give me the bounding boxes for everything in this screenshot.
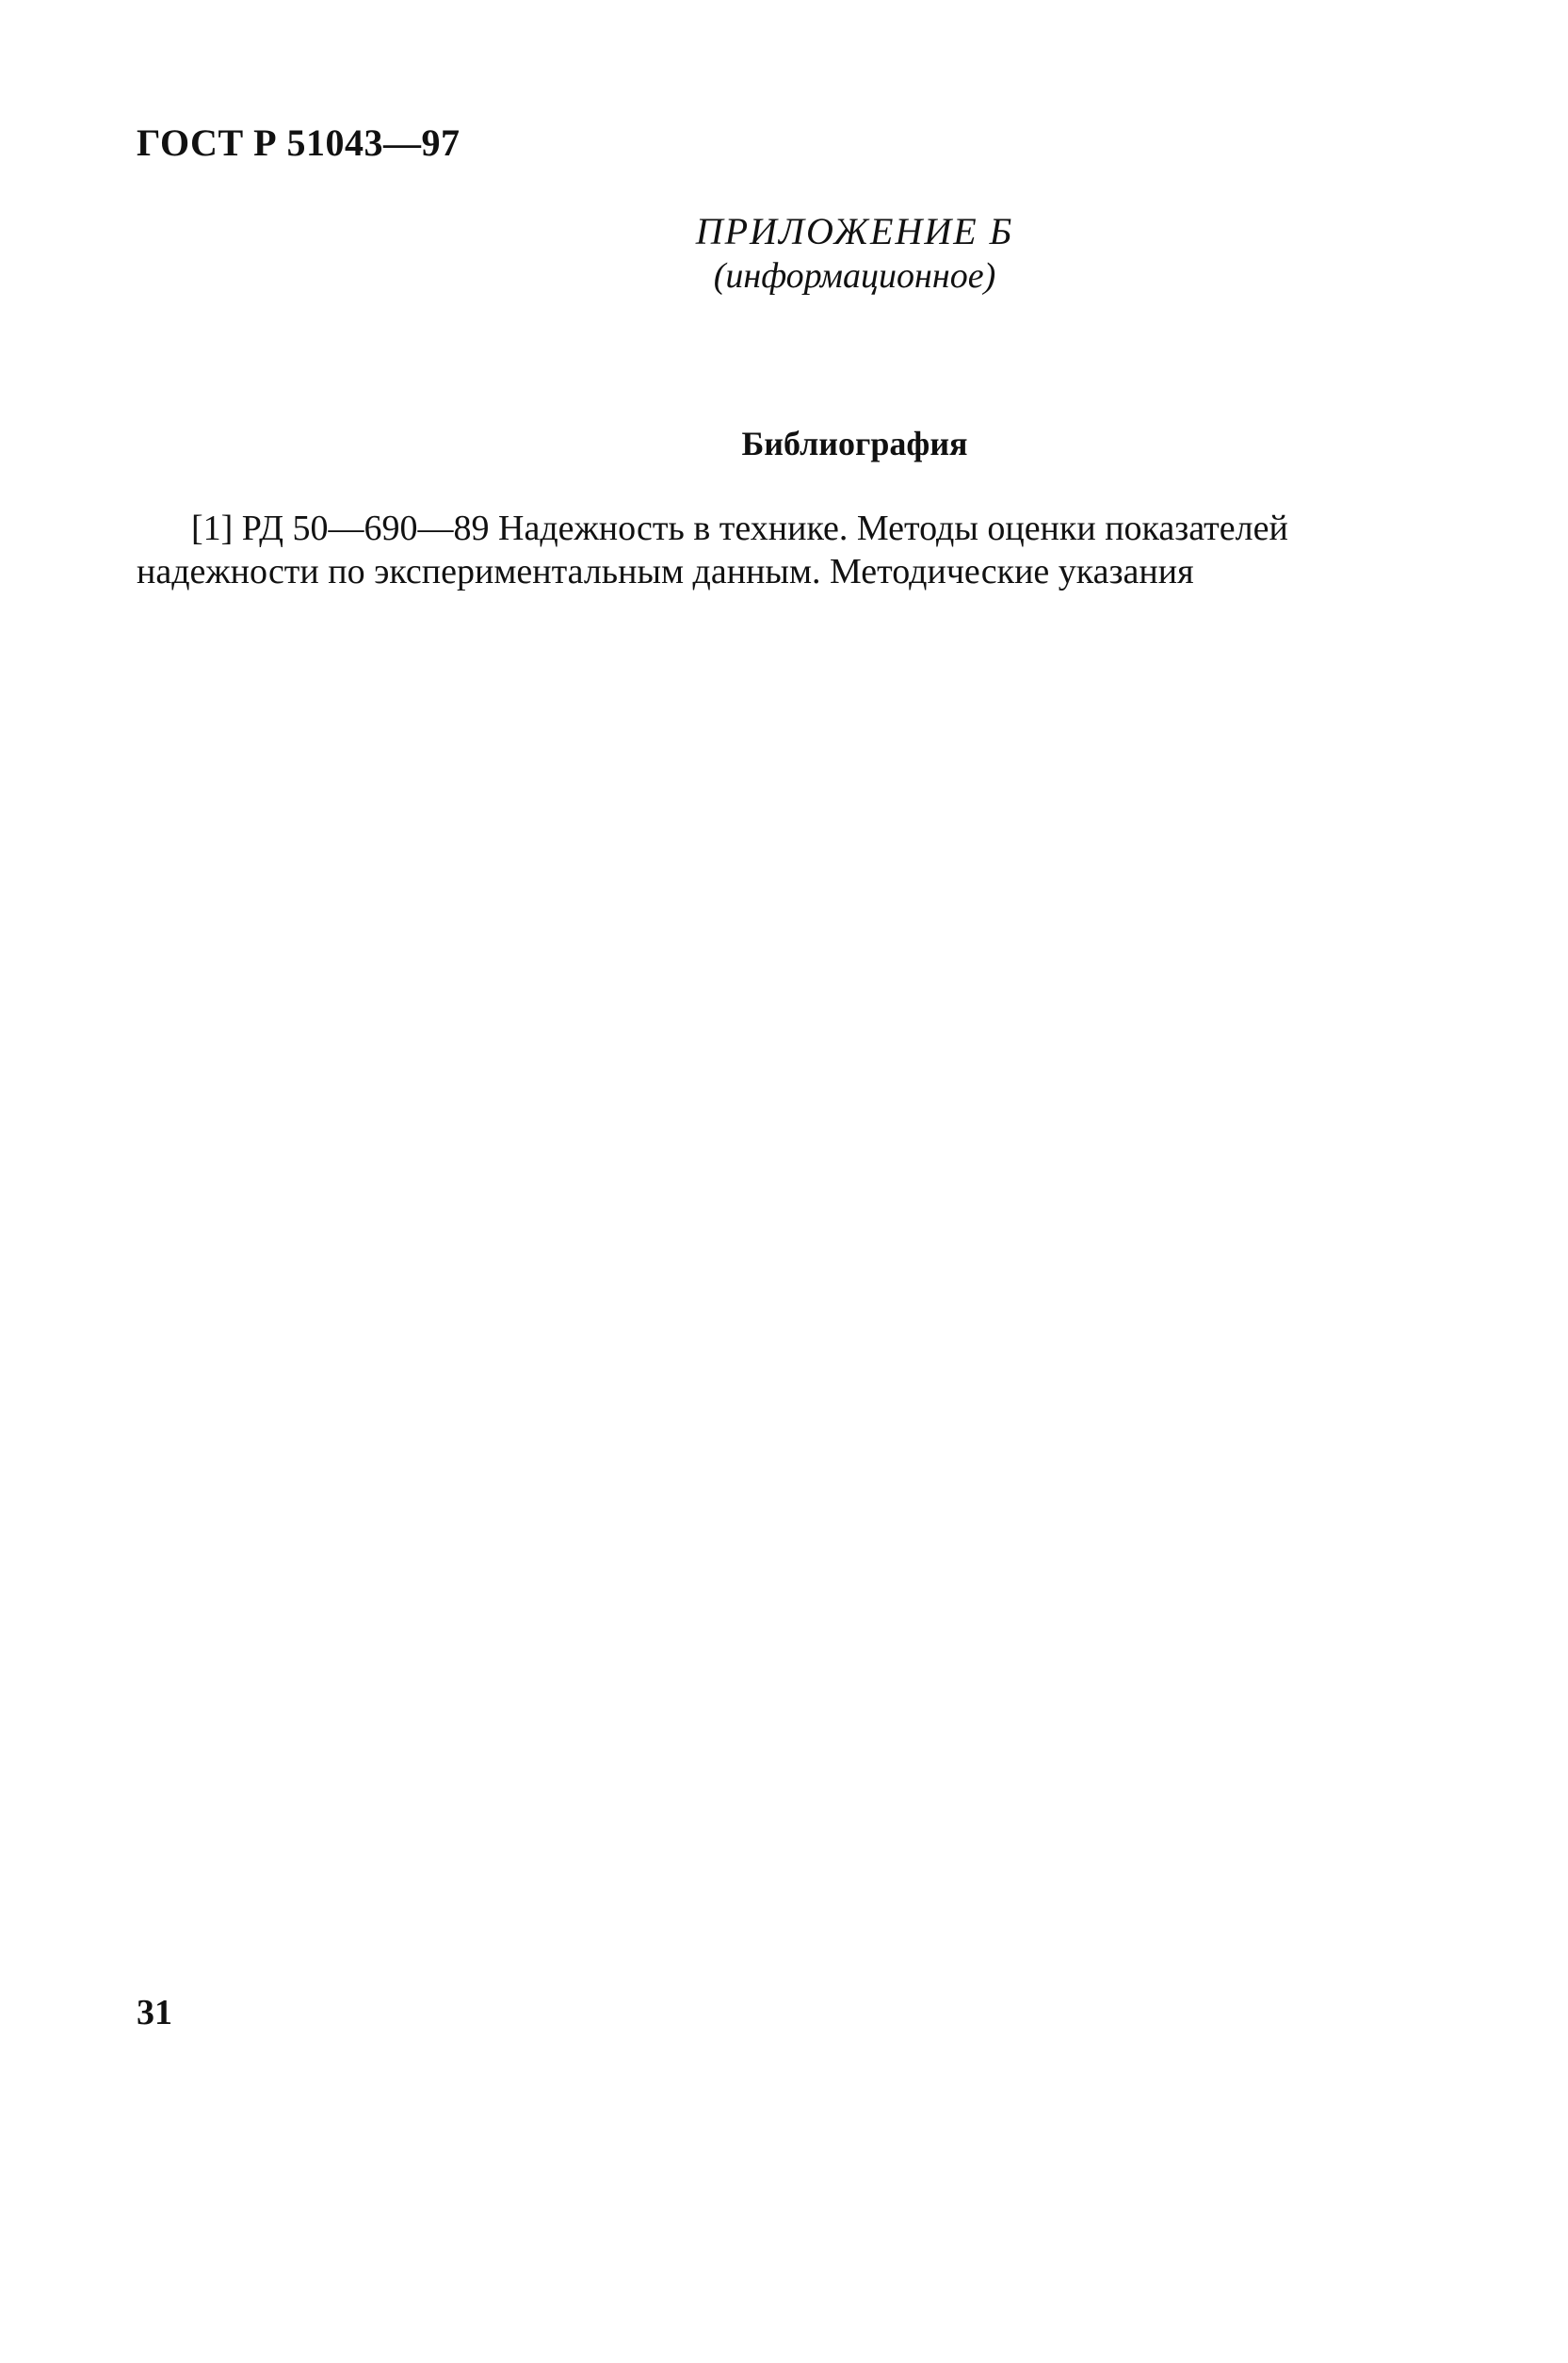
appendix-header bbox=[0, 209, 1568, 298]
bibliography-entry-line: [1] РД 50—690—89 Надежность в технике. Методы оценки показателей bbox=[191, 509, 1288, 548]
bibliography-entry bbox=[137, 507, 1408, 593]
section-heading: Библиография bbox=[741, 425, 968, 462]
appendix-subtitle: (информационное) bbox=[713, 256, 996, 296]
document-code: ГОСТ Р 51043—97 bbox=[137, 121, 461, 164]
bibliography-entry-line: надежности по экспериментальным данным. Методические указания bbox=[137, 552, 1194, 591]
page-number: 31 bbox=[137, 1993, 172, 2032]
appendix-title: ПРИЛОЖЕНИЕ Б bbox=[695, 210, 1014, 252]
